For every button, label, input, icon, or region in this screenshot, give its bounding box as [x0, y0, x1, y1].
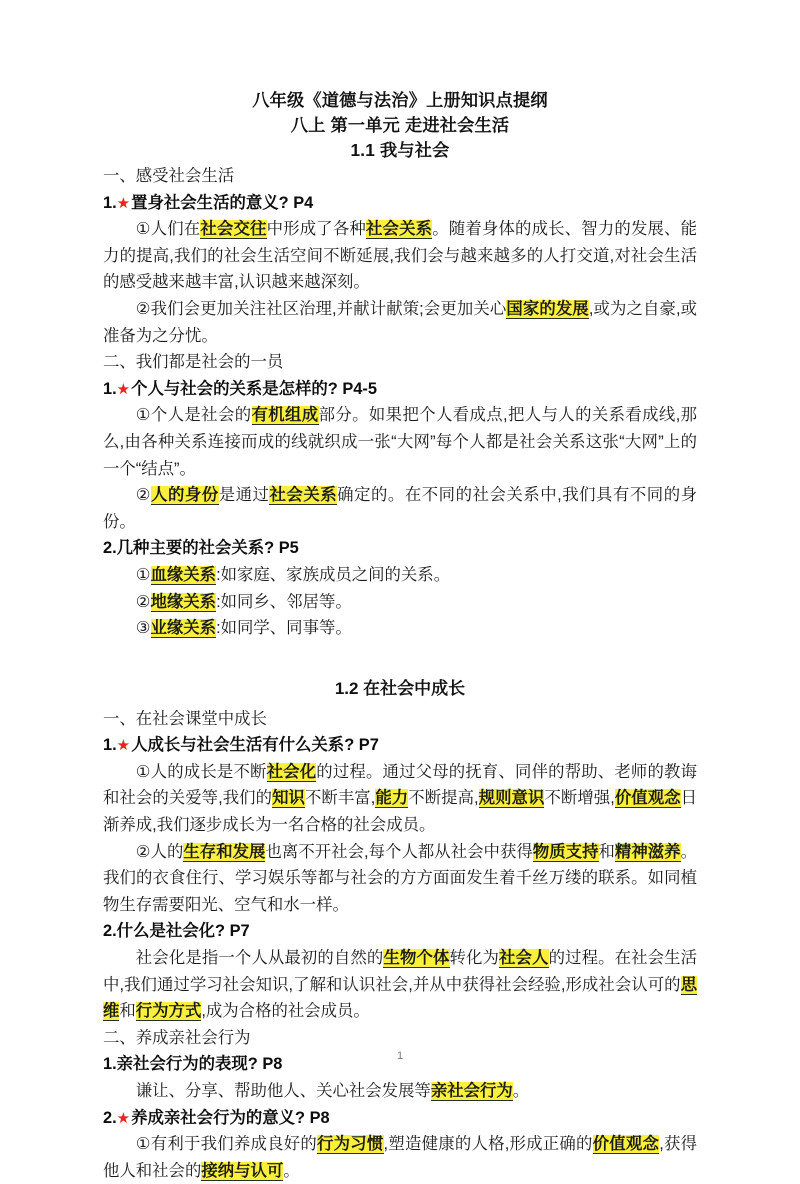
relation-description: :如同乡、邻居等。	[216, 592, 352, 611]
answer-text: 确定的。在不同的社会关系中,我们具有不同的身份。	[103, 486, 698, 531]
answer-text: 和	[598, 842, 615, 861]
highlight-term: 规则意识	[478, 789, 545, 808]
lesson-1-2-answer-2	[103, 945, 697, 1025]
lesson-1-1-part-2-heading: 二、我们都是社会的一员	[103, 353, 284, 372]
highlight-term: 知识	[272, 789, 305, 808]
highlight-term: 社会人	[499, 949, 549, 968]
relation-description: :如家庭、家族成员之间的关系。	[216, 565, 451, 584]
answer-text: ②我们会更加关注社区治理,并献计献策;会更加关心	[135, 299, 507, 318]
highlight-term: 社会关系	[269, 486, 338, 505]
answer-text: 转化为	[449, 949, 500, 968]
highlight-term: 价值观念	[592, 1135, 660, 1154]
answer-text: ①人的成长是不断	[135, 762, 267, 781]
lesson-1-1-section	[103, 163, 697, 642]
lesson-1-1-answer-1-2	[103, 296, 697, 349]
lesson-1-2-part-2-heading: 二、养成亲社会行为	[103, 1028, 251, 1047]
answer-text: 是通过	[218, 486, 270, 505]
lesson-1-1-answer-2-1	[103, 402, 697, 482]
lesson-1-2-answer-4-1	[103, 1131, 697, 1184]
highlight-term: 地缘关系	[150, 592, 217, 611]
question-text: 几种主要的社会关系? P5	[116, 539, 299, 558]
answer-text: 。	[283, 1161, 300, 1180]
answer-text: 的过程。在社会生活中,我们通过学习社会知识,了解和认识社会,并从中获得社会经验,形成社会认可的	[103, 949, 698, 994]
question-text: 个人与社会的关系是怎样的? P4-5	[131, 379, 377, 398]
question-number: 2.	[103, 539, 117, 558]
question-number: 2.	[103, 1108, 117, 1127]
lesson-1-2-section	[103, 676, 697, 1184]
highlight-term: 亲社会行为	[430, 1082, 513, 1100]
question-text: 什么是社会化? P7	[116, 922, 250, 941]
highlight-term: 生物个体	[383, 949, 450, 968]
question-number: 2.	[103, 922, 117, 941]
answer-text: ①人们在	[135, 220, 201, 239]
answer-text: ①个人是社会的	[135, 406, 252, 425]
answer-text: ①有利于我们养成良好的	[135, 1135, 318, 1154]
highlight-term: 能力	[375, 789, 409, 808]
answer-text: 。我们的衣食住行、学习娱乐等都与社会的方方面面发生着千丝万缕的联系。如同植物生存需要阳光、空气和水一样。	[103, 842, 697, 914]
lesson-1-1-question-3-heading	[103, 535, 697, 562]
lesson-1-1-question-1-heading	[103, 190, 697, 217]
relation-item	[103, 562, 697, 589]
lesson-1-2-question-1-heading	[103, 732, 697, 759]
lesson-1-2-question-2-heading	[103, 918, 697, 945]
question-number: 1.	[103, 736, 117, 755]
list-marker: ③	[135, 619, 151, 638]
answer-text: 不断提高,	[408, 789, 479, 808]
answer-text: ②人的	[135, 842, 184, 861]
document-title	[103, 88, 697, 163]
answer-text: ,获得他人和社会的	[103, 1135, 697, 1180]
answer-text: 中形成了各种	[266, 220, 366, 239]
answer-text: 的过程。通过父母的抚育、同伴的帮助、老师的教诲和社会的关爱等,我们的	[103, 762, 698, 808]
answer-text: 不断丰富,	[304, 789, 376, 808]
document-title-line-1: 八年级《道德与法治》上册知识点提纲	[252, 90, 548, 110]
star-icon: ★	[116, 380, 131, 398]
question-number: 1.	[103, 1055, 117, 1074]
highlight-term: 行为习惯	[317, 1135, 384, 1154]
question-text: 置身社会生活的意义? P4	[131, 193, 314, 212]
answer-text: 。随着身体的成长、智力的发展、能力的提高,我们的社会生活空间不断延展,我们会与越来越多的人打交道,对社会生活的感受越来越丰富,认识越来越深刻。	[103, 220, 698, 292]
question-text: 亲社会行为的表现? P8	[116, 1055, 283, 1074]
answer-text: 和	[119, 1002, 136, 1021]
highlight-term: 行为方式	[135, 1002, 202, 1021]
lesson-1-1-question-2-heading	[103, 376, 697, 403]
document-title-line-3: 1.1 我与社会	[350, 140, 450, 160]
lesson-1-2-answer-1-2	[103, 839, 697, 919]
star-icon: ★	[116, 194, 131, 212]
page-number: 1	[396, 1050, 404, 1062]
highlight-term: 接纳与认可	[201, 1161, 284, 1180]
answer-text: 也离不开社会,每个人都从社会中获得	[265, 842, 533, 861]
answer-text: ②	[135, 486, 152, 505]
relation-item	[103, 589, 697, 616]
lesson-1-2-answer-3	[103, 1078, 697, 1105]
lesson-1-1-part-1-heading: 一、感受社会生活	[103, 167, 235, 185]
answer-text: 部分。如果把个人看成点,把人与人的关系看成线,那么,由各种关系连接而成的线就织成一张“大网”每个人都是社会关系这张“大网”上的一个“结点”。	[103, 406, 698, 478]
relation-item	[103, 615, 697, 642]
highlight-term: 国家的发展	[506, 299, 589, 318]
list-marker: ①	[135, 565, 151, 584]
highlight-term: 业缘关系	[150, 619, 217, 638]
highlight-term: 精神滋养	[614, 842, 681, 861]
lesson-1-1-answer-2-2	[103, 482, 697, 535]
question-text: 养成亲社会行为的意义? P8	[131, 1108, 330, 1127]
question-number: 1.	[103, 193, 117, 212]
star-icon: ★	[116, 737, 131, 755]
answer-text: ,塑造健康的人格,形成正确的	[383, 1135, 593, 1154]
highlight-term: 思维	[103, 975, 697, 1021]
answer-text: 。	[512, 1082, 530, 1100]
highlight-term: 社会关系	[365, 220, 433, 239]
list-marker: ②	[135, 592, 151, 611]
lesson-1-2-title: 1.2 在社会中成长	[334, 678, 466, 698]
lesson-1-2-answer-1-1	[103, 759, 697, 839]
highlight-term: 社会化	[266, 762, 317, 781]
highlight-term: 有机组成	[251, 406, 319, 425]
lesson-1-1-answer-1-1	[103, 216, 697, 296]
answer-text: ,成为合格的社会成员。	[201, 1002, 370, 1021]
answer-text: 不断增强,	[544, 789, 615, 808]
highlight-term: 物质支持	[532, 842, 599, 861]
highlight-term: 社会交往	[200, 220, 267, 239]
lesson-1-2-question-4-heading	[103, 1105, 697, 1132]
lesson-1-2-part-1-heading: 一、在社会课堂中成长	[103, 709, 267, 728]
question-text: 人成长与社会生活有什么关系? P7	[131, 736, 379, 755]
answer-text: 日渐养成,我们逐步成长为一名合格的社会成员。	[103, 789, 698, 835]
answer-text: 社会化是指一个人从最初的自然的	[135, 949, 384, 968]
star-icon: ★	[116, 1109, 131, 1127]
answer-text: 谦让、分享、帮助他人、关心社会发展等	[135, 1082, 431, 1100]
relation-description: :如同学、同事等。	[216, 619, 352, 638]
highlight-term: 人的身份	[151, 486, 219, 505]
highlight-term: 生存和发展	[183, 842, 266, 861]
document-title-line-2: 八上 第一单元 走进社会生活	[290, 115, 510, 135]
answer-text: ,或为之自豪,或准备为之分忧。	[103, 299, 697, 345]
highlight-term: 价值观念	[614, 789, 681, 808]
question-number: 1.	[103, 379, 117, 398]
highlight-term: 血缘关系	[150, 565, 217, 584]
